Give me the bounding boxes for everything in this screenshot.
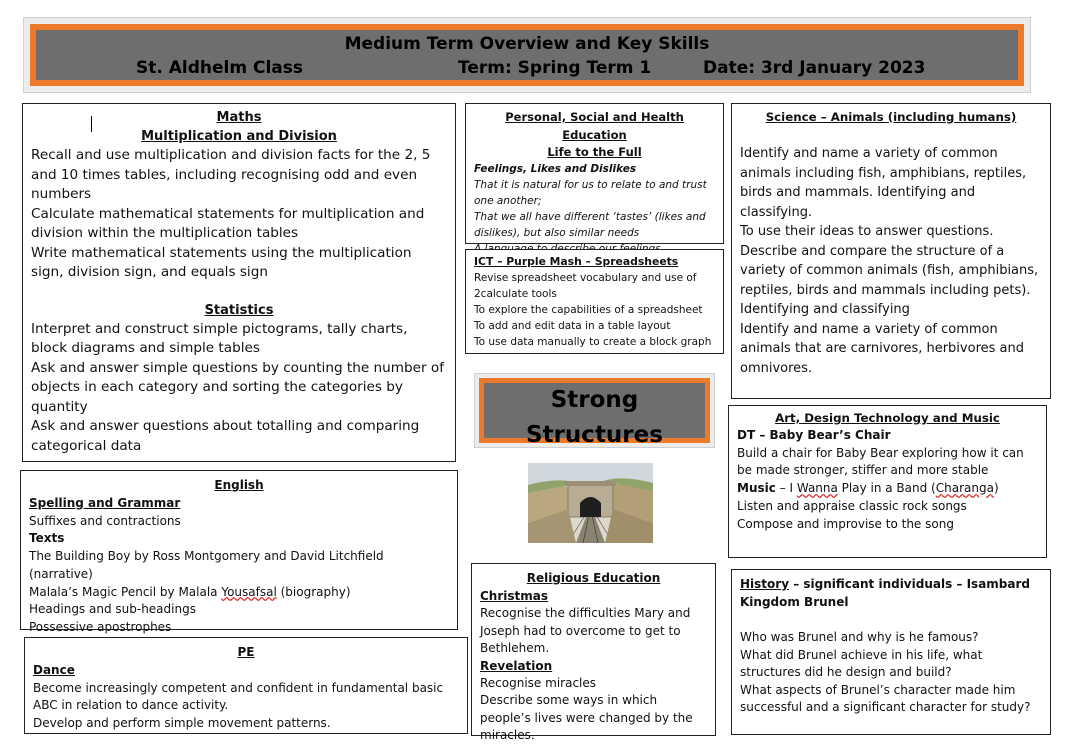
science-line-4: Identifying and classifying	[740, 302, 910, 317]
pshe-title: Personal, Social and Health Education	[505, 110, 684, 142]
music-line-1: Listen and appraise classic rock songs	[737, 498, 967, 513]
christmas-line: Recognise the difficulties Mary and Joseph had to overcome to get to Bethlehem.	[480, 606, 691, 656]
history-title-rest: – significant individuals – Isambard Kingdom Brunel	[740, 577, 1030, 609]
history-line-2: What did Brunel achieve in his life, what structures did he design and build?	[740, 647, 983, 679]
text-2	[29, 584, 449, 602]
science-line-2: To use their ideas to answer questions.	[740, 224, 994, 239]
history-title	[740, 576, 1042, 611]
pe-line-2: Develop and perform simple movement patterns.	[33, 715, 331, 730]
text-1: The Building Boy by Ross Montgomery and David Litchfield (narrative)	[29, 549, 384, 581]
pshe-line-1: That it is natural for us to relate to and trust one another;	[474, 179, 707, 207]
maths-section	[22, 103, 456, 462]
ict-line-4: To use data manually to create a block graph	[474, 336, 712, 348]
science-line-1: Identify and name a variety of common animals including fish, amphibians, reptiles, birds and mammals. Identifying and classifying.	[740, 146, 1027, 220]
maths-line-1: Recall and use multiplication and division facts for the 2, 5 and 10 times tables, including recognising odd and even numbers	[31, 147, 431, 202]
history-line-1: Who was Brunel and why is he famous?	[740, 630, 979, 644]
re-title: Religious Education	[526, 571, 661, 585]
english-line-2: Possessive apostrophes	[29, 619, 172, 634]
texts-heading: Texts	[29, 531, 65, 546]
maths-subtitle: Multiplication and Division	[141, 129, 337, 144]
pe-heading: Dance	[33, 663, 75, 677]
text-cursor	[91, 116, 92, 132]
re-section	[471, 563, 716, 743]
christmas-heading: Christmas	[480, 589, 549, 603]
pshe-line-2: That we all have different ‘tastes’ (likes and dislikes), but also similar needs	[474, 211, 706, 239]
history-line-3: What aspects of Brunel’s character made him successful and a significant character for study?	[740, 682, 1031, 714]
re-line-2: Describe some ways in which people’s lives were changed by the miracles.	[480, 693, 693, 743]
spelling-line: Suffixes and contractions	[29, 513, 181, 528]
music-text-b: Play in a Band (	[837, 481, 936, 496]
art-title: Art, Design Technology and Music	[775, 411, 1000, 425]
pshe-subtitle: Life to the Full	[547, 145, 642, 159]
music-line-2: Compose and improvise to the song	[737, 516, 954, 531]
history-section	[731, 569, 1051, 735]
history-label: History	[740, 577, 790, 591]
ict-line-3: To add and edit data in a table layout	[474, 320, 671, 332]
english-section	[20, 470, 458, 634]
statistics-title: Statistics	[204, 302, 274, 318]
music-label: Music	[737, 481, 776, 496]
science-line-5: Identify and name a variety of common animals that are carnivores, herbivores and omnivores.	[740, 321, 1024, 376]
maths-title: Maths	[216, 110, 262, 125]
english-title: English	[214, 478, 264, 492]
header-banner	[23, 17, 1031, 93]
re-line-1: Recognise miracles	[480, 676, 597, 691]
science-section	[731, 103, 1051, 399]
ict-title: ICT – Purple Mash – Spreadsheets	[474, 255, 679, 268]
pe-section	[24, 637, 468, 734]
text-2-a: Malala’s Magic Pencil by Malala	[29, 584, 222, 599]
art-dt-music-section	[728, 405, 1047, 558]
statistics-line-2: Ask and answer simple questions by counting the number of objects in each category and sorting the categories by quantity	[31, 359, 445, 415]
ict-line-2: To explore the capabilities of a spreadsheet	[474, 304, 703, 316]
date-label: Date: 3rd January 2023	[703, 58, 926, 78]
statistics-line-1: Interpret and construct simple pictograms, tally charts, block diagrams and simple tables	[31, 320, 408, 356]
page-title: Medium Term Overview and Key Skills	[344, 34, 710, 54]
class-name: St. Aldhelm Class	[136, 58, 304, 78]
ict-section	[465, 249, 724, 354]
text-2-b: (biography)	[276, 584, 351, 599]
dt-heading: DT – Baby Bear’s Chair	[737, 428, 891, 442]
dt-line: Build a chair for Baby Bear exploring how it can be made stronger, stiffer and more stable	[737, 445, 1024, 478]
english-line-1: Headings and sub-headings	[29, 602, 196, 617]
text-2-name: Yousafsal	[221, 584, 277, 599]
pshe-heading: Feelings, Likes and Dislikes	[474, 163, 637, 175]
pshe-section	[465, 103, 724, 244]
science-title: Science – Animals (including humans)	[765, 110, 1017, 124]
pe-line-1: Become increasingly competent and confident in fundamental basic ABC in relation to dance activity.	[33, 680, 444, 712]
topic-panel	[479, 378, 710, 448]
music-line	[737, 480, 1038, 498]
topic-title-line-1: Strong	[550, 387, 639, 413]
term-label: Term: Spring Term 1	[458, 58, 652, 78]
topic-banner	[474, 373, 715, 448]
header-panel	[30, 24, 1024, 86]
music-text-c: )	[993, 481, 999, 496]
maths-line-2: Calculate mathematical statements for multiplication and division within the multiplication tables	[31, 205, 425, 241]
topic-title-line-2: Structures	[526, 422, 663, 448]
maths-line-3: Write mathematical statements using the multiplication sign, division sign, and equals sign	[31, 244, 412, 280]
tunnel-illustration	[528, 463, 653, 543]
pe-title: PE	[237, 645, 255, 659]
music-text-a: – I	[775, 481, 797, 496]
statistics-line-3: Ask and answer questions about totalling and comparing categorical data	[31, 418, 420, 454]
ict-line-1: Revise spreadsheet vocabulary and use of 2calculate tools	[474, 272, 697, 300]
music-wanna: Wanna	[796, 481, 838, 496]
music-charanga: Charanga	[935, 481, 994, 496]
spelling-heading: Spelling and Grammar	[29, 496, 181, 510]
science-line-3: Describe and compare the structure of a variety of common animals (fish, amphibians, reptiles, birds and mammals including pets).	[740, 243, 1039, 298]
revelation-heading: Revelation	[480, 658, 553, 673]
